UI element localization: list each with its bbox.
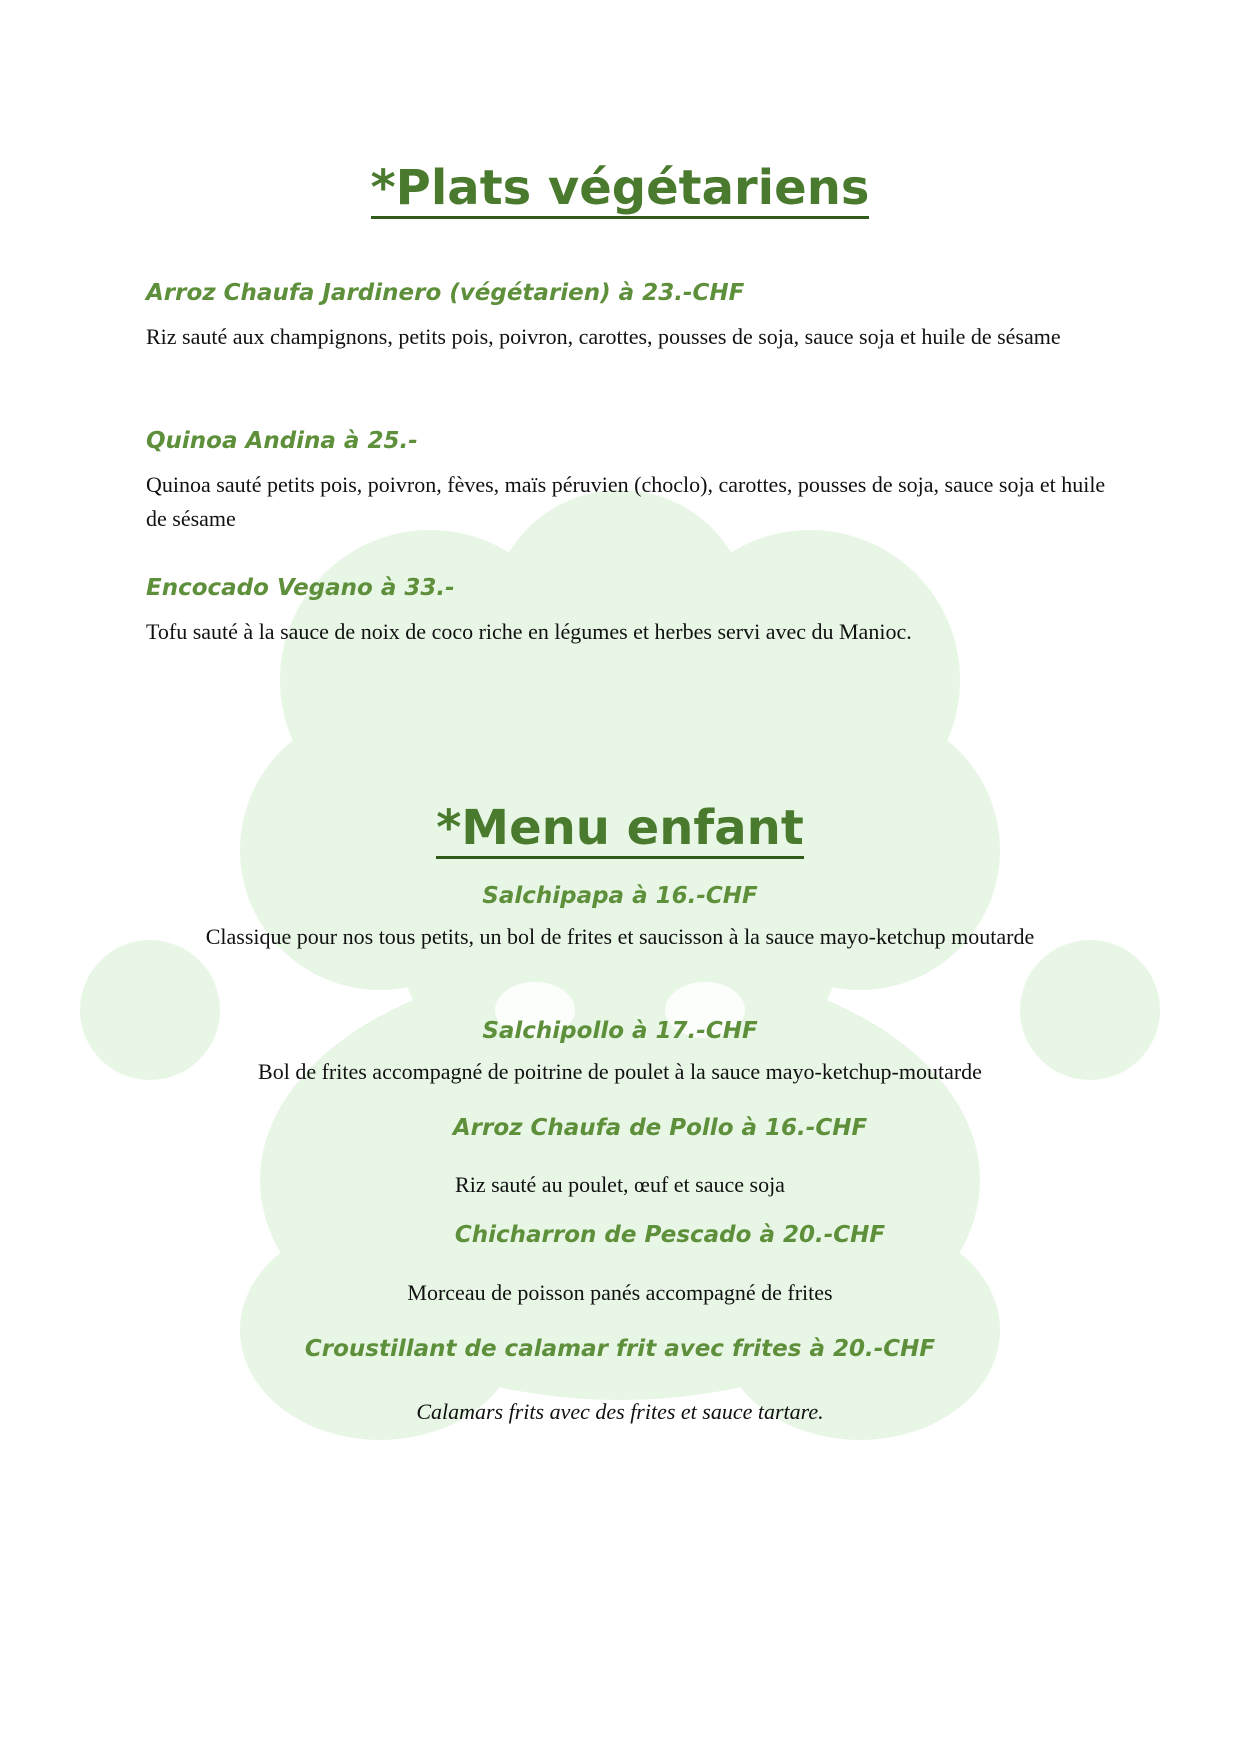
dish-name: Encocado Vegano à 33.- <box>146 575 455 601</box>
section-title-kids-menu: *Menu enfant <box>0 800 1240 859</box>
dish-description: Bol de frites accompagné de poitrine de poulet à la sauce mayo-ketchup-moutarde <box>258 1059 982 1084</box>
dish-description: Riz sauté au poulet, œuf et sauce soja <box>455 1172 785 1197</box>
dish-name: Chicharron de Pescado à 20.-CHF <box>454 1222 886 1248</box>
dish-description: Quinoa sauté petits pois, poivron, fèves, maïs péruvien (choclo), carottes, pousses de soja, sauce soja et huile de sésame <box>146 472 1106 531</box>
dish-description: Tofu sauté à la sauce de noix de coco riche en légumes et herbes servi avec du Manioc. <box>146 619 912 644</box>
dish-name: Salchipapa à 16.-CHF <box>482 883 758 909</box>
dish-description: Classique pour nos tous petits, un bol de frites et saucisson à la sauce mayo-ketchup moutarde <box>205 924 1035 949</box>
dish-name: Quinoa Andina à 25.- <box>146 428 418 454</box>
dish-description: Calamars frits avec des frites et sauce tartare. <box>416 1399 824 1424</box>
dish-name: Salchipollo à 17.-CHF <box>482 1018 758 1044</box>
dish-description: Riz sauté aux champignons, petits pois, poivron, carottes, pousses de soja, sauce soja et huile de sésame <box>146 324 1061 349</box>
dish-description: Morceau de poisson panés accompagné de frites <box>407 1280 833 1305</box>
dish-name: Arroz Chaufa de Pollo à 16.-CHF <box>452 1115 868 1141</box>
dish-name: Croustillant de calamar frit avec frites à 20.-CHF <box>304 1336 936 1362</box>
dish-name: Arroz Chaufa Jardinero (végétarien) à 23.-CHF <box>146 280 745 306</box>
section-title-vegetarian: *Plats végétariens <box>0 160 1240 219</box>
